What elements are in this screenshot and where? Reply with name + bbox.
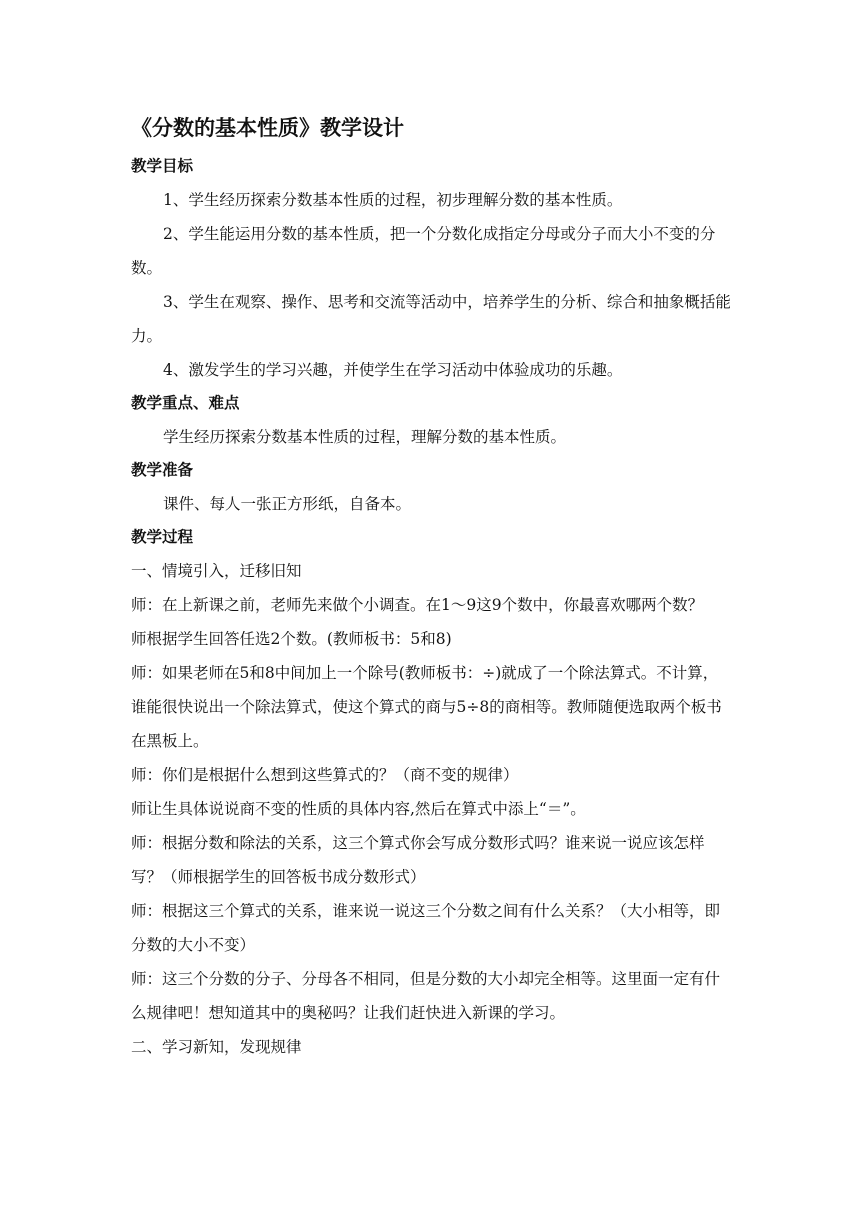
process-paragraph: 师根据学生回答任选2个数。(教师板书：5和8) [131,630,452,648]
process-paragraph: 师：这三个分数的分子、分母各不相同，但是分数的大小却完全相等。这里面一定有什么规律吧！想知道其中的奥秘吗？让我们赶快进入新课的学习。 [131,970,721,1022]
process-paragraph: 师：如果老师在5和8中间加上一个除号(教师板书：÷)就成了一个除法算式。不计算，谁能很快说出一个除法算式，使这个算式的商与5÷8的商相等。教师随便选取两个板书在黑板上。 [131,664,722,750]
preparation-text: 课件、每人一张正方形纸，自备本。 [163,495,412,513]
document-body [131,112,733,1064]
process-subheading: 一、情境引入，迁移旧知 [131,562,302,580]
process-paragraph: 师：在上新课之前，老师先来做个小调查。在1～9这9个数中，你最喜欢哪两个数？ [131,596,704,614]
process-subheading: 二、学习新知，发现规律 [131,1038,302,1056]
heading-teaching-goals: 教学目标 [131,157,194,175]
heading-preparation: 教学准备 [131,461,194,479]
process-paragraph: 师让生具体说说商不变的性质的具体内容,然后在算式中添上“＝”。 [131,800,586,818]
goal-item: 3、学生在观察、操作、思考和交流等活动中，培养学生的分析、综合和抽象概括能力。 [131,293,731,345]
process-paragraph: 师：根据这三个算式的关系，谁来说一说这三个分数之间有什么关系？（大小相等，即分数的大小不变） [131,902,721,954]
key-points-text: 学生经历探索分数基本性质的过程，理解分数的基本性质。 [163,428,567,446]
goal-item: 1、学生经历探索分数基本性质的过程，初步理解分数的基本性质。 [163,191,623,209]
goal-item: 4、激发学生的学习兴趣，并使学生在学习活动中体验成功的乐趣。 [163,361,623,379]
heading-key-points: 教学重点、难点 [131,394,240,412]
process-paragraph: 师：你们是根据什么想到这些算式的？（商不变的规律） [131,766,519,784]
heading-teaching-process: 教学过程 [131,528,194,546]
goal-item: 2、学生能运用分数的基本性质，把一个分数化成指定分母或分子而大小不变的分数。 [131,225,716,277]
process-paragraph: 师：根据分数和除法的关系，这三个算式你会写成分数形式吗？谁来说一说应该怎样写？（师根据学生的回答板书成分数形式） [131,834,705,886]
document-title: 《分数的基本性质》教学设计 [131,116,404,140]
